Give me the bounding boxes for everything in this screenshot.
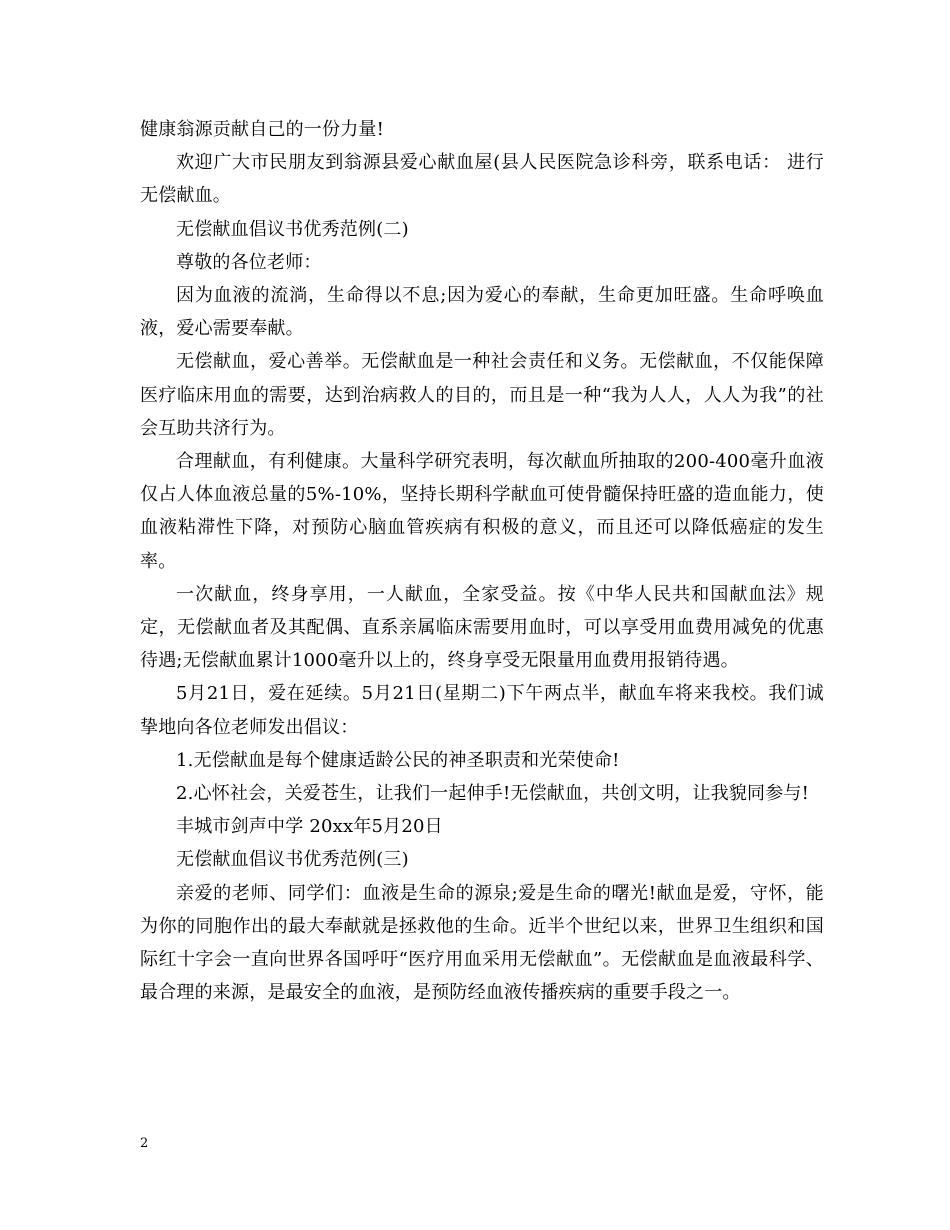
list-item: 1.无偿献血是每个健康适龄公民的神圣职责和光荣使命! [176, 749, 620, 771]
paragraph: 欢迎广大市民朋友到翁源县爱心献血屋(县人民医院急诊科旁，联系电话： 进行无偿献血。 [140, 152, 824, 207]
paragraph: 5月21日，爱在延续。5月21日(星期二)下午两点半，献血车将来我校。我们诚挚地向各位老师发出倡议： [140, 683, 824, 738]
paragraph: 合理献血，有利健康。大量科学研究表明，每次献血所抽取的200-400毫升血液仅占人体血液总量的5%-10%，坚持长期科学献血可使骨髓保持旺盛的造血能力，使血液粘滞性下降，对预防心脑血管疾病有积极的意义，而且还可以降低癌症的发生率。 [140, 451, 824, 572]
salutation: 尊敬的各位老师： [176, 251, 322, 273]
signature-line: 丰城市剑声中学 20xx年5月20日 [176, 816, 443, 838]
paragraph: 亲爱的老师、同学们：血液是生命的源泉;爱是生命的曙光!献血是爱，守怀，能为你的同胞作出的最大奉献就是拯救他的生命。近半个世纪以来，世界卫生组织和国际红十字会一直向世界各国呼吁“医疗用血采用无偿献血”。无偿献血是血液最科学、最合理的来源，是最安全的血液，是预防经血液传播疾病的重要手段之一。 [140, 882, 824, 1004]
paragraph: 健康翁源贡献自己的一份力量! [140, 119, 385, 140]
list-item: 2.心怀社会，关爱苍生，让我们一起伸手!无偿献血，共创文明，让我貌同参与! [176, 783, 810, 805]
paragraph: 一次献血，终身享用，一人献血，全家受益。按《中华人民共和国献血法》规定，无偿献血者及其配偶、直系亲属临床需要用血时，可以享受用血费用减免的优惠待遇;无偿献血累计1000毫升以上的，终身享受无限量用血费用报销待遇。 [140, 583, 824, 672]
paragraph: 无偿献血，爱心善举。无偿献血是一种社会责任和义务。无偿献血，不仅能保障医疗临床用血的需要，达到治病救人的目的，而且是一种“我为人人，人人为我”的社会互助共济行为。 [140, 351, 824, 439]
section-heading: 无偿献血倡议书优秀范例(二) [176, 218, 409, 240]
page-number: 2 [140, 1136, 149, 1151]
document-body [140, 113, 824, 1009]
section-heading: 无偿献血倡议书优秀范例(三) [176, 849, 409, 871]
paragraph: 因为血液的流淌，生命得以不息;因为爱心的奉献，生命更加旺盛。生命呼唤血液，爱心需要奉献。 [140, 285, 824, 340]
